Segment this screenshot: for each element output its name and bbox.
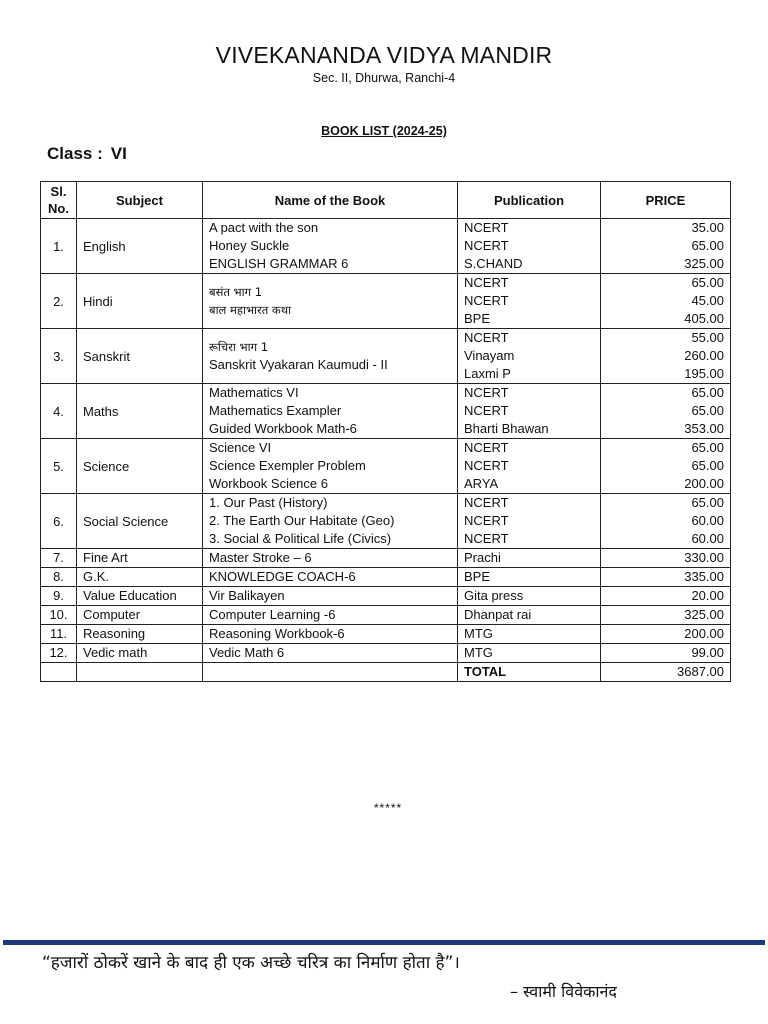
table-header-row (41, 182, 731, 219)
sl-no-cell: 7. (41, 549, 77, 568)
sl-no-cell: 1. (41, 219, 77, 274)
book-name-cell (203, 549, 458, 568)
publication-line: ARYA (464, 476, 499, 491)
book-name-line: Guided Workbook Math-6 (209, 421, 357, 436)
book-name-line: रूचिरा भाग 1 (209, 340, 269, 354)
publication-cell (458, 384, 601, 439)
book-name-line: Science VI (209, 440, 272, 455)
price-cell (601, 274, 731, 329)
publication-cell (458, 549, 601, 568)
book-name-line: 3. Social & Political Life (Civics) (209, 531, 392, 546)
sl-no-cell: 10. (41, 606, 77, 625)
table-row (41, 568, 731, 587)
publication-line: BPE (464, 311, 491, 326)
publication-line: NCERT (464, 220, 509, 235)
price-line: 65.00 (691, 403, 724, 418)
table-row (41, 329, 731, 384)
publication-line: NCERT (464, 531, 509, 546)
publication-line: Dhanpat rai (464, 607, 532, 622)
book-name-line: Vedic Math 6 (209, 645, 285, 660)
publication-cell (458, 439, 601, 494)
book-name-line: Sanskrit Vyakaran Kaumudi - II (209, 357, 388, 372)
class-line (47, 144, 127, 164)
price-line: 35.00 (691, 220, 724, 235)
price-line: 45.00 (691, 293, 724, 308)
price-cell (601, 384, 731, 439)
price-line: 65.00 (691, 440, 724, 455)
total-value: 3687.00 (601, 663, 731, 682)
table-row (41, 587, 731, 606)
price-line: 65.00 (691, 458, 724, 473)
sl-no-cell: 5. (41, 439, 77, 494)
table-row (41, 549, 731, 568)
publication-line: Gita press (464, 588, 524, 603)
header-sl-no: Sl. No. (41, 182, 77, 219)
publication-line: NCERT (464, 275, 509, 290)
sl-no-cell: 8. (41, 568, 77, 587)
book-name-cell (203, 568, 458, 587)
table-row (41, 274, 731, 329)
price-line: 325.00 (684, 607, 724, 622)
table-row (41, 494, 731, 549)
publication-line: NCERT (464, 293, 509, 308)
sl-no-cell: 11. (41, 625, 77, 644)
subject-cell: Hindi (77, 274, 203, 329)
footer-quote: “हजारों ठोकरें खाने के बाद ही एक अच्छे चरित्र का निर्माण होता है”। (42, 953, 460, 973)
subject-cell: Science (77, 439, 203, 494)
book-name-line: Mathematics VI (209, 385, 299, 400)
class-label: Class : (47, 144, 103, 163)
price-line: 405.00 (684, 311, 724, 326)
price-cell (601, 329, 731, 384)
table-row (41, 384, 731, 439)
price-cell (601, 494, 731, 549)
publication-cell (458, 587, 601, 606)
book-name-cell (203, 439, 458, 494)
price-line: 353.00 (684, 421, 724, 436)
book-name-cell (203, 625, 458, 644)
book-name-cell (203, 606, 458, 625)
publication-cell (458, 568, 601, 587)
book-name-cell (203, 587, 458, 606)
book-name-cell (203, 329, 458, 384)
price-line: 60.00 (691, 513, 724, 528)
footer-author: – स्वामी विवेकानंद (510, 982, 617, 1001)
book-name-line: 2. The Earth Our Habitate (Geo) (209, 513, 395, 528)
book-name-line: Science Exempler Problem (209, 458, 366, 473)
price-line: 330.00 (684, 550, 724, 565)
book-table (40, 181, 731, 682)
subject-cell: Fine Art (77, 549, 203, 568)
book-name-cell (203, 384, 458, 439)
price-line: 200.00 (684, 626, 724, 641)
table-row (41, 439, 731, 494)
publication-line: S.CHAND (464, 256, 523, 271)
header-publication: Publication (458, 182, 601, 219)
header-subject: Subject (77, 182, 203, 219)
price-line: 260.00 (684, 348, 724, 363)
empty-cell (41, 663, 77, 682)
subject-cell: Vedic math (77, 644, 203, 663)
price-line: 195.00 (684, 366, 724, 381)
table-row (41, 606, 731, 625)
book-name-line: Vir Balikayen (209, 588, 285, 603)
subject-cell: English (77, 219, 203, 274)
publication-line: NCERT (464, 330, 509, 345)
empty-cell (77, 663, 203, 682)
book-name-line: ENGLISH GRAMMAR 6 (209, 256, 349, 271)
book-name-line: Honey Suckle (209, 238, 290, 253)
price-line: 65.00 (691, 238, 724, 253)
price-line: 65.00 (691, 495, 724, 510)
book-name-line: Workbook Science 6 (209, 476, 328, 491)
publication-cell (458, 329, 601, 384)
book-name-cell (203, 494, 458, 549)
book-list-title: BOOK LIST (2024-25) (321, 124, 447, 138)
publication-line: Prachi (464, 550, 501, 565)
publication-line: NCERT (464, 403, 509, 418)
price-line: 65.00 (691, 385, 724, 400)
sl-no-cell: 6. (41, 494, 77, 549)
publication-line: NCERT (464, 495, 509, 510)
publication-line: NCERT (464, 513, 509, 528)
table-body (41, 219, 731, 682)
price-cell (601, 587, 731, 606)
subject-cell: Maths (77, 384, 203, 439)
publication-line: Bharti Bhawan (464, 421, 549, 436)
publication-cell (458, 219, 601, 274)
sl-no-cell: 12. (41, 644, 77, 663)
publication-line: Laxmi P (464, 366, 511, 381)
header-price: PRICE (601, 182, 731, 219)
book-name-line: Computer Learning -6 (209, 607, 336, 622)
price-line: 55.00 (691, 330, 724, 345)
book-name-line: KNOWLEDGE COACH-6 (209, 569, 356, 584)
price-line: 65.00 (691, 275, 724, 290)
price-cell (601, 625, 731, 644)
publication-line: NCERT (464, 385, 509, 400)
price-line: 99.00 (691, 645, 724, 660)
publication-cell (458, 625, 601, 644)
subject-cell: Sanskrit (77, 329, 203, 384)
book-name-line: बाल महाभारत कथा (209, 303, 292, 317)
publication-cell (458, 644, 601, 663)
publication-cell (458, 274, 601, 329)
book-name-line: Master Stroke – 6 (209, 550, 312, 565)
price-line: 60.00 (691, 531, 724, 546)
publication-line: NCERT (464, 440, 509, 455)
footer-rule (3, 940, 765, 945)
price-cell (601, 439, 731, 494)
book-name-cell (203, 644, 458, 663)
sl-no-cell: 2. (41, 274, 77, 329)
subject-cell: G.K. (77, 568, 203, 587)
book-name-cell (203, 219, 458, 274)
price-cell (601, 606, 731, 625)
book-name-line: 1. Our Past (History) (209, 495, 328, 510)
header-book-name: Name of the Book (203, 182, 458, 219)
total-label: TOTAL (458, 663, 601, 682)
table-row (41, 625, 731, 644)
total-row (41, 663, 731, 682)
class-value: VI (110, 144, 127, 163)
book-name-line: A pact with the son (209, 220, 319, 235)
price-line: 335.00 (684, 569, 724, 584)
table-row (41, 219, 731, 274)
publication-line: Vinayam (464, 348, 515, 363)
publication-line: BPE (464, 569, 491, 584)
school-address: Sec. II, Dhurwa, Ranchi-4 (312, 71, 456, 85)
publication-cell (458, 494, 601, 549)
end-marker: ***** (373, 801, 403, 815)
school-name: VIVEKANANDA VIDYA MANDIR (215, 42, 553, 68)
empty-cell (203, 663, 458, 682)
publication-line: MTG (464, 645, 493, 660)
publication-cell (458, 606, 601, 625)
subject-cell: Reasoning (77, 625, 203, 644)
sl-no-cell: 3. (41, 329, 77, 384)
price-cell (601, 549, 731, 568)
book-name-cell (203, 274, 458, 329)
price-line: 20.00 (691, 588, 724, 603)
book-name-line: बसंत भाग 1 (209, 285, 263, 299)
sl-no-cell: 4. (41, 384, 77, 439)
sl-no-cell: 9. (41, 587, 77, 606)
publication-line: NCERT (464, 458, 509, 473)
price-line: 200.00 (684, 476, 724, 491)
subject-cell: Computer (77, 606, 203, 625)
subject-cell: Social Science (77, 494, 203, 549)
book-name-line: Reasoning Workbook-6 (209, 626, 345, 641)
publication-line: NCERT (464, 238, 509, 253)
table-row (41, 644, 731, 663)
book-name-line: Mathematics Exampler (209, 403, 342, 418)
price-line: 325.00 (684, 256, 724, 271)
price-cell (601, 644, 731, 663)
publication-line: MTG (464, 626, 493, 641)
price-cell (601, 219, 731, 274)
subject-cell: Value Education (77, 587, 203, 606)
price-cell (601, 568, 731, 587)
